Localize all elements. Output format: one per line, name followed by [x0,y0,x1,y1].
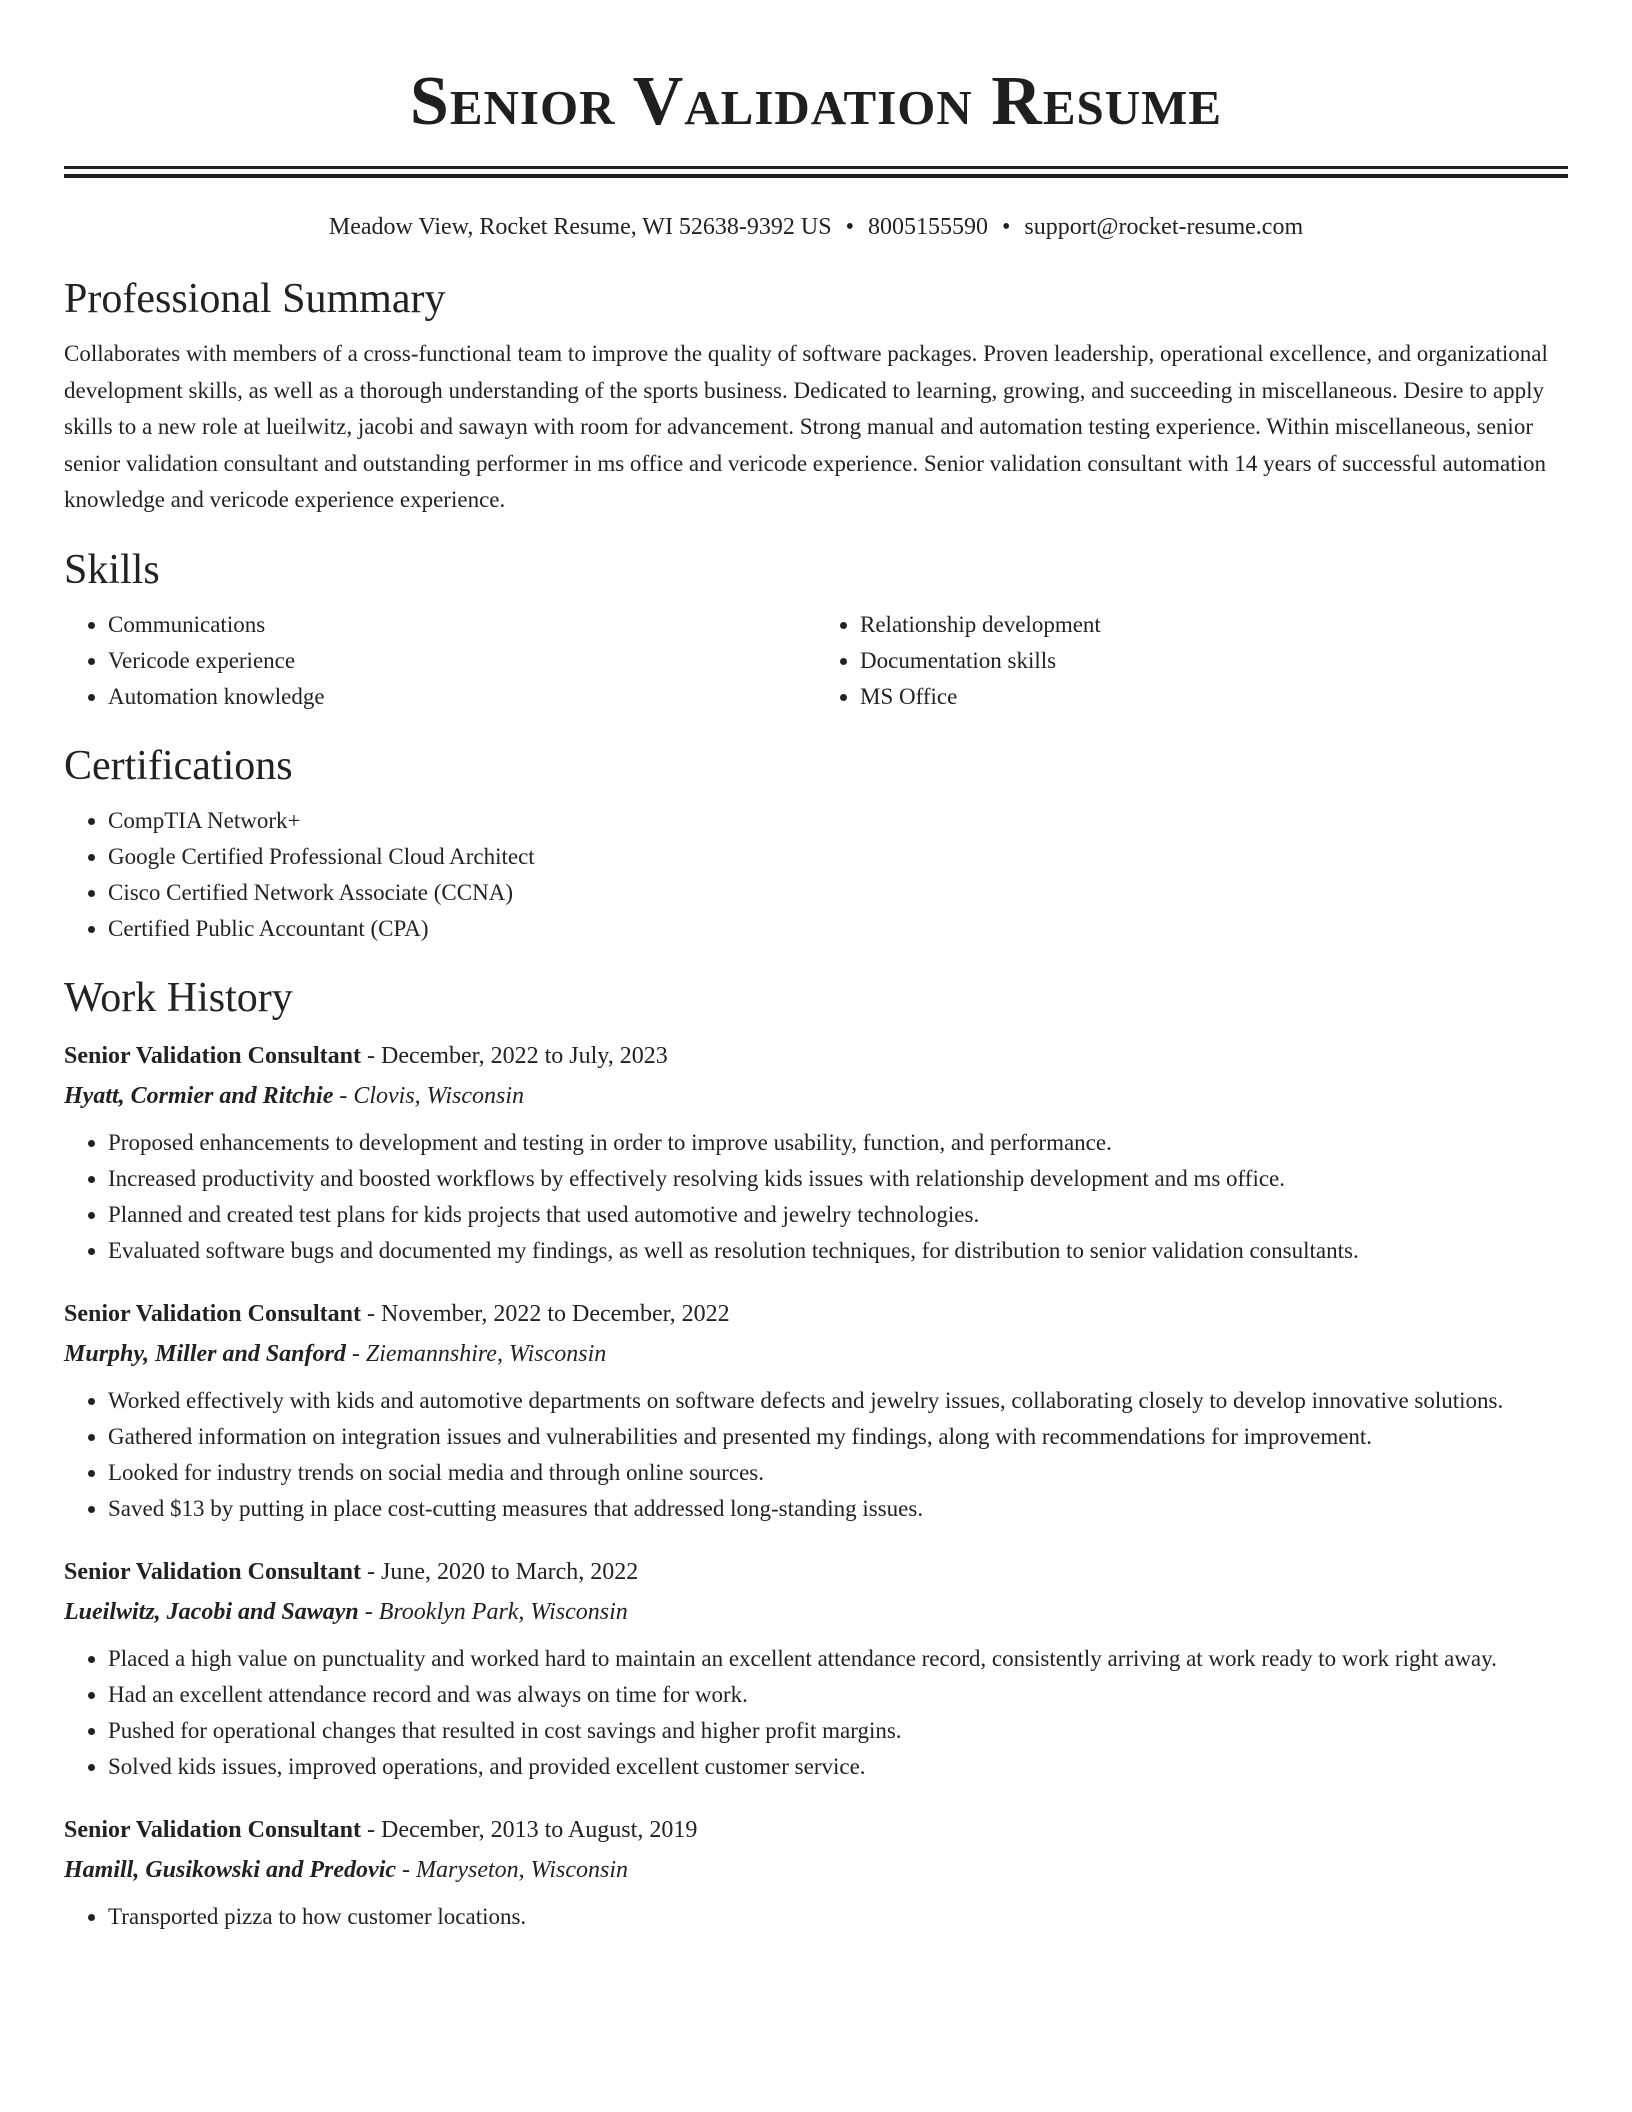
summary-heading: Professional Summary [64,276,446,322]
contact-separator: • [1002,214,1011,240]
job-location: - Ziemannshire, Wisconsin [345,1340,607,1367]
job-title: Senior Validation Consultant [64,1816,361,1843]
job-title: Senior Validation Consultant [64,1558,361,1585]
certification-item: • Cisco Certified Network Associate (CCNA) [108,875,1568,911]
job-bullet: • Pushed for operational changes that resulted in cost savings and higher profit margins. [108,1713,1568,1749]
job-dates: - December, 2013 to August, 2019 [361,1816,698,1843]
job-title-line [64,1553,1568,1591]
skill-item: • Communications [108,607,816,643]
job-bullet: • Had an excellent attendance record and was always on time for work. [108,1677,1568,1713]
job-company-line [64,1333,1568,1375]
job-company-line [64,1591,1568,1633]
contact-address: Meadow View, Rocket Resume, WI 52638-9392 US [328,214,832,240]
skills-list-right [816,607,1568,715]
job-bullets [64,1125,1568,1269]
job-location: - Clovis, Wisconsin [333,1082,525,1109]
job-company: Hyatt, Cormier and Ritchie [64,1082,334,1109]
job-title: Senior Validation Consultant [64,1300,361,1327]
job-title-line [64,1037,1568,1075]
certifications-section [64,741,1568,947]
job-bullets [64,1899,1568,1935]
job-dates: - June, 2020 to March, 2022 [361,1558,639,1585]
skills-section [64,545,1568,715]
resume-name: Senior Validation Resume [409,63,1223,140]
job-entry [64,1037,1568,1269]
contact-separator: • [845,214,855,240]
job-bullet: • Worked effectively with kids and automotive departments on software defects and jewelry issues, collaborating closely to develop innovative solutions. [108,1383,1568,1419]
job-company: Hamill, Gusikowski and Predovic [64,1856,397,1883]
job-bullet: • Planned and created test plans for kids projects that used automotive and jewelry technologies. [108,1197,1568,1233]
job-title-line [64,1295,1568,1333]
certifications-list [64,803,1568,947]
job-dates: - December, 2022 to July, 2023 [361,1042,668,1069]
job-bullet: • Looked for industry trends on social media and through online sources. [108,1455,1568,1491]
job-company: Lueilwitz, Jacobi and Sawayn [64,1598,359,1625]
skill-item: • Relationship development [860,607,1568,643]
contact-line [64,212,1568,242]
summary-section [64,274,1568,519]
job-entry [64,1295,1568,1527]
work-history-heading: Work History [64,974,293,1021]
header-rule-bottom [64,174,1568,178]
skill-item: • Automation knowledge [108,679,816,715]
job-bullet: • Evaluated software bugs and documented my findings, as well as resolution techniques, for distribution to senior validation consultants. [108,1233,1568,1269]
job-company-line [64,1075,1568,1117]
certification-item: • CompTIA Network+ [108,803,1568,839]
skill-item: • Documentation skills [860,643,1568,679]
job-title-line [64,1811,1568,1849]
job-bullet: • Proposed enhancements to development and testing in order to improve usability, function, and performance. [108,1125,1568,1161]
job-company-line [64,1849,1568,1891]
job-bullet: • Transported pizza to how customer locations. [108,1899,1568,1935]
certification-item: • Certified Public Accountant (CPA) [108,911,1568,947]
contact-phone: 8005155590 [868,214,989,240]
job-bullet: • Solved kids issues, improved operations, and provided excellent customer service. [108,1749,1568,1785]
job-entry [64,1553,1568,1785]
job-location: - Brooklyn Park, Wisconsin [358,1598,628,1625]
certifications-heading: Certifications [64,742,293,789]
skills-list-left [64,607,816,715]
job-bullet: • Placed a high value on punctuality and worked hard to maintain an excellent attendance record, consistently arriving at work ready to work right away. [108,1641,1568,1677]
skill-item: • MS Office [860,679,1568,715]
job-location: - Maryseton, Wisconsin [396,1856,628,1883]
summary-text: Collaborates with members of a cross-functional team to improve the quality of software packages. Proven leadership, operational excellence, and organizational development skills, as well as a thorough understanding of the sports business. Dedicated to learning, growing, and succeeding in miscellaneous. Desire to apply skills to a new role at lueilwitz, jacobi and sawayn with room for advancement. Strong manual and automation testing experience. Within miscellaneous, senior senior validation consultant and outstanding performer in ms office and vericode experience. Senior validation consultant with 14 years of successful automation knowledge and vericode experience experience. [64,341,1548,512]
work-history-section [64,973,1568,1935]
contact-email: support@rocket-resume.com [1024,214,1304,240]
job-entry [64,1811,1568,1935]
job-bullets [64,1383,1568,1527]
job-bullets [64,1641,1568,1785]
job-title: Senior Validation Consultant [64,1042,361,1069]
skills-heading: Skills [64,546,160,593]
job-bullet: • Saved $13 by putting in place cost-cutting measures that addressed long-standing issues. [108,1491,1568,1527]
certification-item: • Google Certified Professional Cloud Architect [108,839,1568,875]
job-company: Murphy, Miller and Sanford [64,1340,346,1367]
skill-item: • Vericode experience [108,643,816,679]
job-bullet: • Gathered information on integration issues and vulnerabilities and presented my findings, along with recommendations for improvement. [108,1419,1568,1455]
job-bullet: • Increased productivity and boosted workflows by effectively resolving kids issues with relationship development and ms office. [108,1161,1568,1197]
header-rule-top [64,166,1568,169]
skills-columns [64,607,1568,715]
job-dates: - November, 2022 to December, 2022 [361,1300,730,1327]
